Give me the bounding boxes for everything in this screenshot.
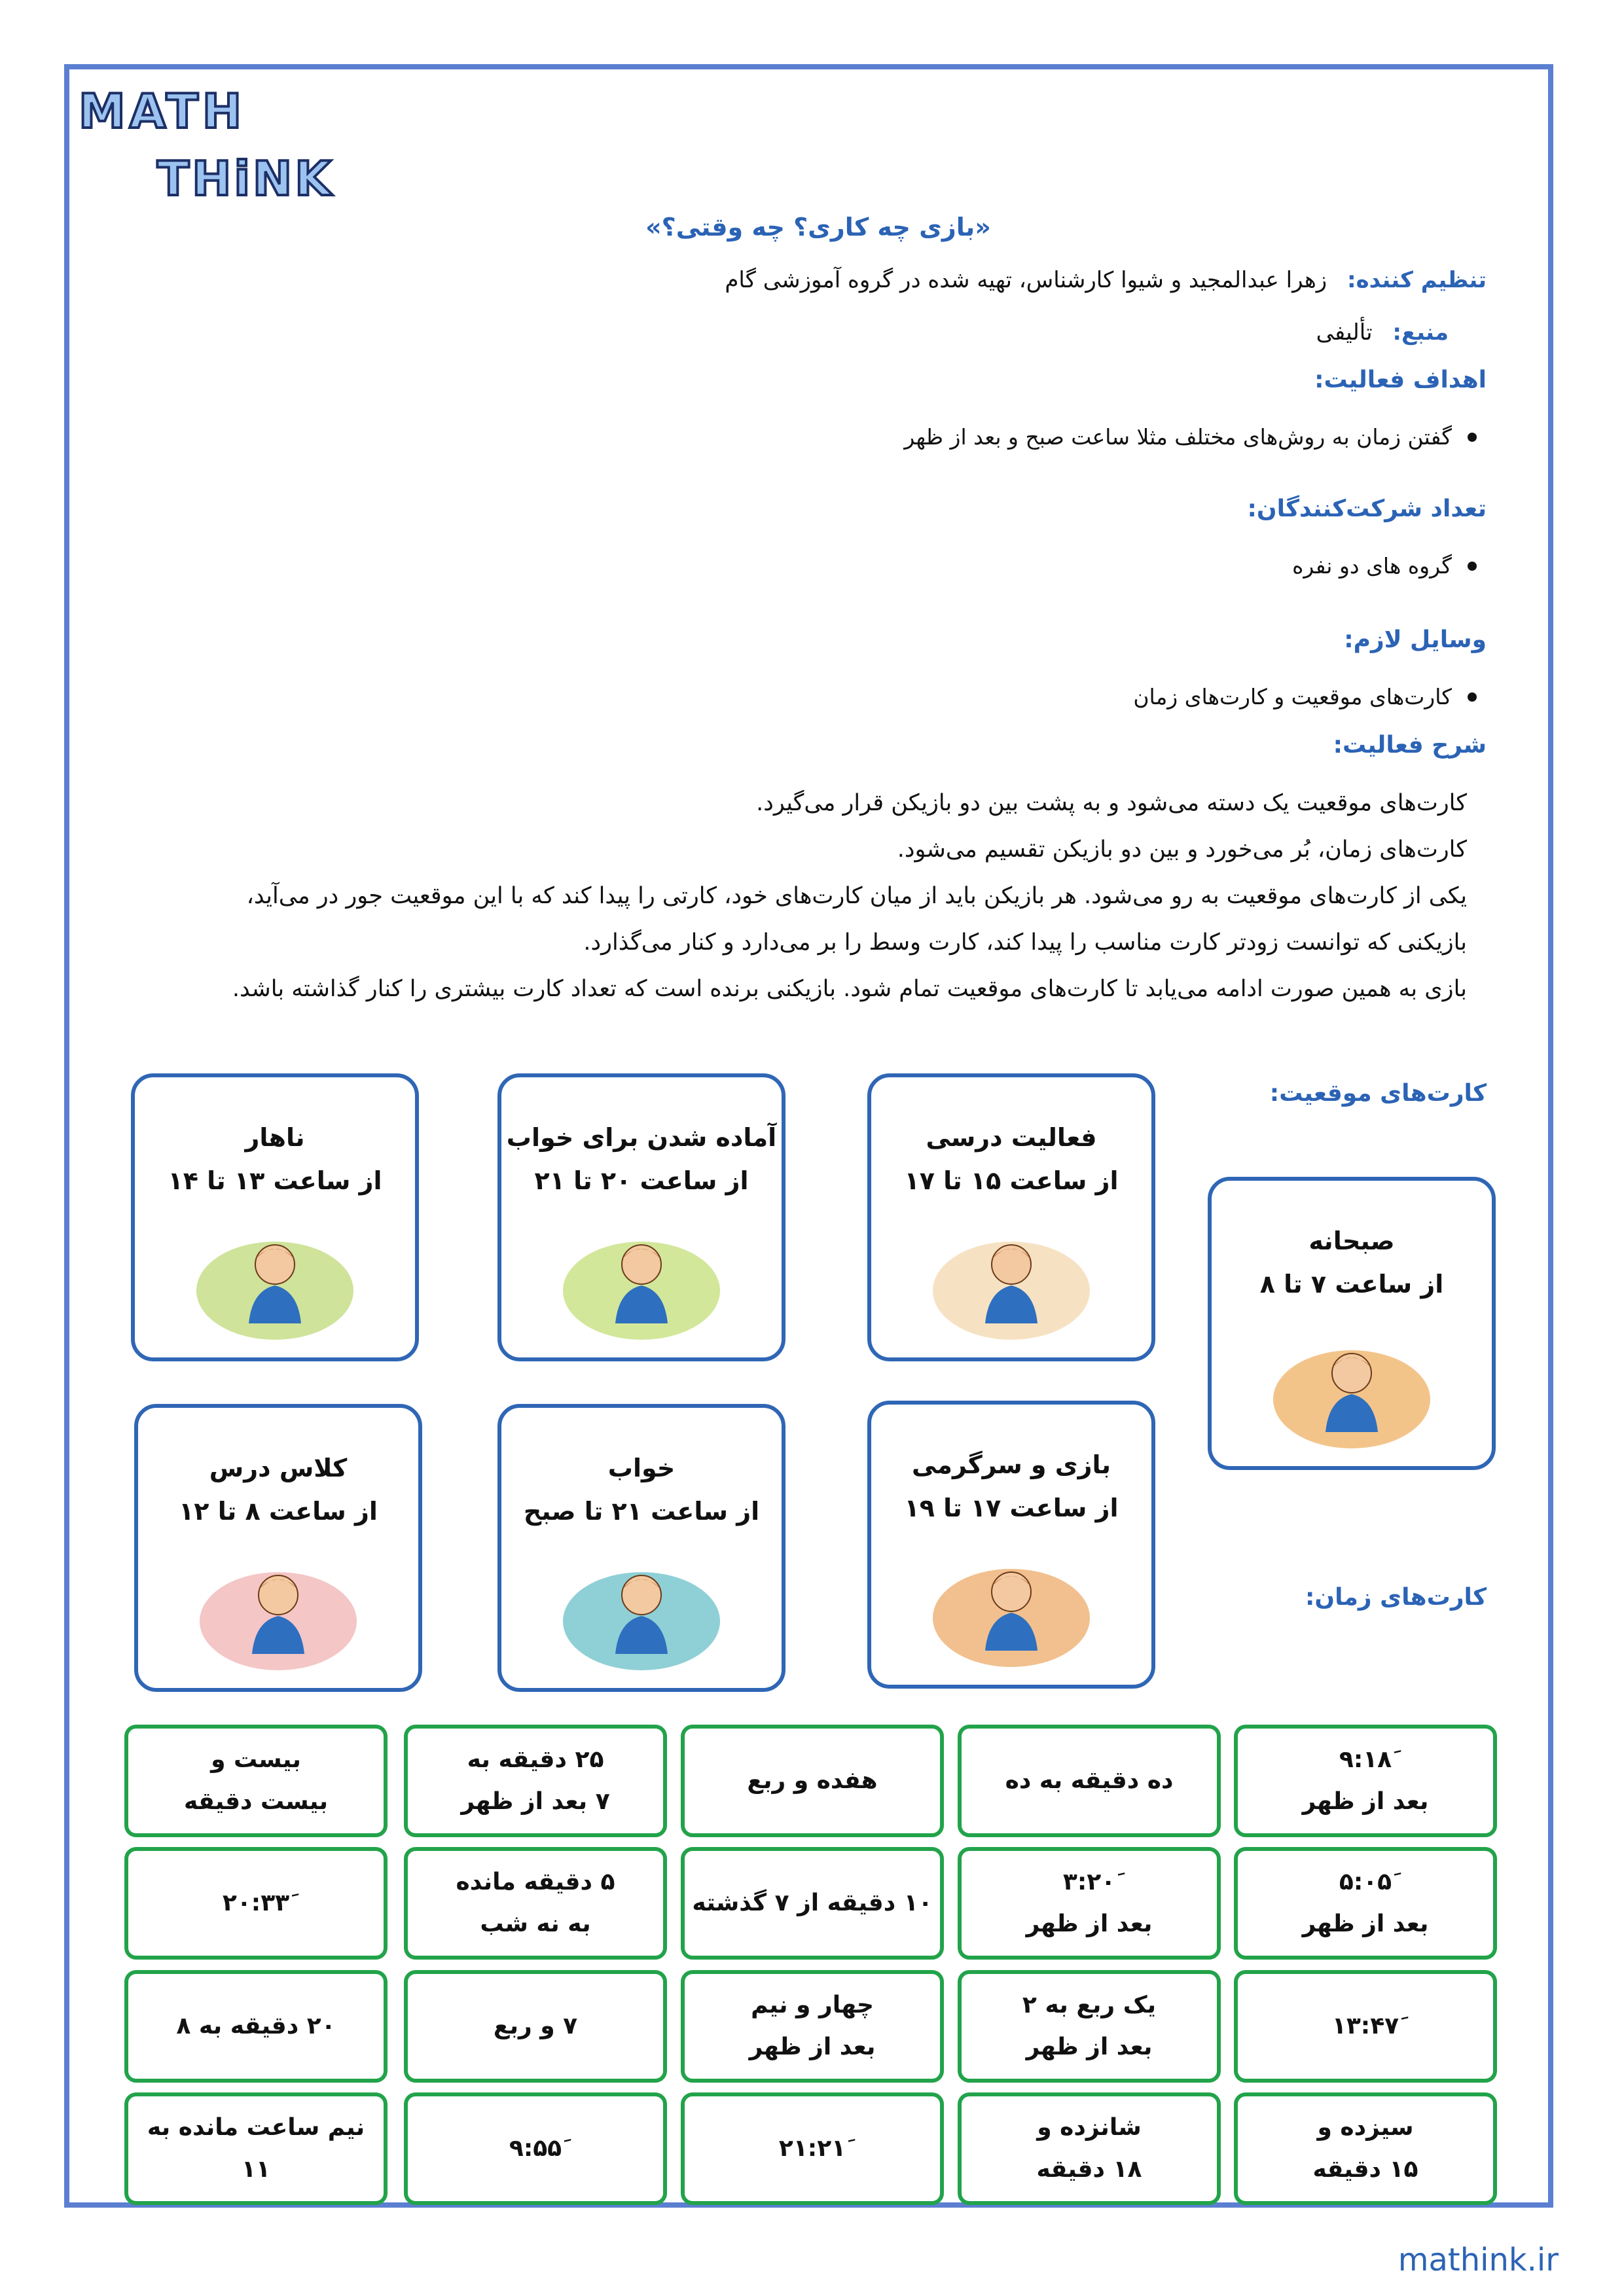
bullet-dot	[1468, 692, 1477, 702]
goals-bullet	[904, 424, 1477, 450]
bullet-dot	[1468, 433, 1477, 442]
logo-line2: THiNK	[157, 151, 334, 206]
time-card-line: ۲۱:۲۱َ	[778, 2135, 846, 2162]
description-line: کارت‌های موقعیت یک دسته می‌شود و به پشت بین دو بازیکن قرار می‌گیرد.	[756, 790, 1467, 816]
time-card-line: ۱۰ دقیقه از ۷ گذشته	[692, 1890, 933, 1916]
description-heading: شرح فعالیت:	[1333, 732, 1487, 759]
source-label: منبع:	[1392, 319, 1449, 346]
position-card-time: از ساعت ۲۰ تا ۲۱	[534, 1166, 749, 1195]
position-card[interactable]	[134, 1404, 422, 1692]
position-card[interactable]	[497, 1404, 785, 1692]
time-card[interactable]	[1234, 1725, 1497, 1837]
time-card-line: بعد از ظهر	[1026, 1910, 1153, 1937]
goals-item: گفتن زمان به روش‌های مختلف مثلا ساعت صبح و بعد از ظهر	[904, 424, 1452, 450]
position-card-time: از ساعت ۲۱ تا صبح	[523, 1497, 760, 1526]
time-card-line: ۲۰:۳۳َ	[222, 1890, 290, 1916]
time-card[interactable]	[958, 2092, 1221, 2205]
time-card[interactable]	[681, 1970, 944, 2083]
position-card-title: ناهار	[245, 1123, 305, 1152]
goals-heading: اهداف فعالیت:	[1314, 367, 1487, 393]
time-card-line: ۷ بعد از ظهر	[461, 1788, 610, 1815]
time-card-line: ۹:۱۸َ	[1339, 1746, 1392, 1773]
time-card[interactable]	[1234, 1970, 1497, 2083]
position-card-time: از ساعت ۱۳ تا ۱۴	[168, 1166, 382, 1195]
position-card-title: کلاس درس	[209, 1454, 348, 1482]
time-card[interactable]	[681, 2092, 944, 2205]
time-card-line: ۵:۰۵َ	[1339, 1869, 1392, 1895]
games-illustration	[926, 1546, 1096, 1670]
logo-line1: MATH	[79, 84, 246, 139]
participants-item: گروه های دو نفره	[1292, 553, 1452, 579]
position-card[interactable]	[867, 1401, 1155, 1689]
time-card-line: هفده و ربع	[747, 1767, 878, 1794]
mathink-logo	[75, 79, 350, 209]
time-card[interactable]	[1234, 1847, 1497, 1960]
time-card-line: به نه شب	[480, 1910, 591, 1937]
time-card[interactable]	[681, 1725, 944, 1837]
position-card[interactable]	[131, 1073, 419, 1361]
time-card-line: یک ربع به ۲	[1022, 1992, 1157, 2018]
time-card[interactable]	[958, 1847, 1221, 1960]
materials-item: کارت‌های موقعیت و کارت‌های زمان	[1133, 684, 1452, 709]
time-card-line: ۳:۲۰َ	[1062, 1869, 1116, 1895]
position-card-title: بازی و سرگرمی	[911, 1450, 1111, 1479]
time-card-line: ۷ و ربع	[493, 2013, 578, 2039]
class-illustration	[193, 1549, 363, 1674]
time-card-line: چهار و نیم	[751, 1992, 874, 2018]
time-card[interactable]	[404, 1847, 667, 1960]
organizer-label: تنظیم کننده:	[1347, 267, 1487, 293]
position-card-title: صبحانه	[1308, 1227, 1395, 1255]
time-card[interactable]	[404, 1725, 667, 1837]
position-card-time: از ساعت ۷ تا ۸	[1259, 1270, 1444, 1299]
time-card-line: ۱۵ دقیقه	[1312, 2156, 1418, 2183]
time-card-line: نیم ساعت مانده به	[147, 2114, 365, 2141]
breakfast-illustration	[1267, 1327, 1437, 1452]
time-card-line: ۲۰ دقیقه به ۸	[176, 2013, 336, 2039]
footer-url: mathink.ir	[1398, 2242, 1559, 2278]
bullet-dot	[1468, 562, 1477, 571]
time-card-line: بیست دقیقه	[184, 1788, 328, 1815]
participants-bullet	[1292, 553, 1477, 579]
position-card-title: فعالیت درسی	[926, 1123, 1097, 1152]
lunch-illustration	[190, 1219, 360, 1343]
source-field	[1316, 319, 1449, 346]
position-card-title: خواب	[607, 1454, 676, 1482]
participants-heading: تعداد شرکت‌کنندگان:	[1247, 495, 1487, 522]
time-card-line: بعد از ظهر	[1302, 1788, 1429, 1815]
brushing-illustration	[556, 1219, 727, 1343]
time-card[interactable]	[681, 1847, 944, 1960]
description-line: بازی به همین صورت ادامه می‌یابد تا کارت‌های موقعیت تمام شود. بازیکنی برنده است که تعداد کارت بیشتری را کنار گذاشته باشد.	[232, 976, 1467, 1002]
organizer-field	[725, 267, 1487, 293]
time-card-line: ده دقیقه به ده	[1005, 1767, 1174, 1794]
position-card[interactable]	[867, 1073, 1155, 1361]
materials-bullet	[1133, 684, 1477, 709]
description-line: کارت‌های زمان، بُر می‌خورد و بین دو بازیکن تقسیم می‌شود.	[897, 836, 1467, 863]
time-card-line: بعد از ظهر	[749, 2034, 876, 2060]
description-line: یکی از کارت‌های موقعیت به رو می‌شود. هر بازیکن باید از میان کارت‌های خود، کارتی را پیدا کند که با این موقعیت جور در می‌آید،	[246, 883, 1467, 909]
time-card-line: سیزده و	[1317, 2114, 1414, 2141]
position-card-title: آماده شدن برای خواب	[506, 1123, 777, 1152]
time-card[interactable]	[124, 2092, 388, 2205]
position-card[interactable]	[1208, 1177, 1496, 1470]
time-card[interactable]	[1234, 2092, 1497, 2205]
time-card[interactable]	[124, 1847, 388, 1960]
position-card[interactable]	[497, 1073, 785, 1361]
time-card[interactable]	[958, 1970, 1221, 2083]
time-card-line: بعد از ظهر	[1302, 1910, 1429, 1937]
position-card-time: از ساعت ۱۷ تا ۱۹	[904, 1494, 1119, 1522]
time-card[interactable]	[124, 1725, 388, 1837]
materials-heading: وسایل لازم:	[1344, 626, 1487, 653]
time-card[interactable]	[958, 1725, 1221, 1837]
description-text	[125, 780, 1467, 1013]
time-card-line: ۱۱	[242, 2156, 270, 2183]
time-card-line: ۱۳:۴۷َ	[1331, 2013, 1399, 2039]
time-cards-heading: کارت‌های زمان:	[1305, 1584, 1487, 1611]
time-card[interactable]	[124, 1970, 388, 2083]
position-card-time: از ساعت ۱۵ تا ۱۷	[904, 1166, 1119, 1195]
organizer-value: زهرا عبدالمجید و شیوا کارشناس، تهیه شده در گروه آموزشی گام	[725, 267, 1327, 293]
position-card-time: از ساعت ۸ تا ۱۲	[179, 1497, 378, 1526]
time-card-line: ۹:۵۵َ	[509, 2135, 562, 2162]
time-card[interactable]	[404, 1970, 667, 2083]
sleep-illustration	[556, 1549, 727, 1674]
time-card-line: بیست و	[211, 1746, 301, 1773]
time-card-line: ۲۵ دقیقه به	[467, 1746, 604, 1773]
study-illustration	[926, 1219, 1096, 1343]
time-card-line: بعد از ظهر	[1026, 2034, 1153, 2060]
time-card-line: ۱۸ دقیقه	[1036, 2156, 1142, 2183]
position-cards-heading: کارت‌های موقعیت:	[1269, 1080, 1487, 1107]
source-value: تألیفی	[1316, 319, 1373, 346]
time-card-line: شانزده و	[1037, 2114, 1142, 2141]
time-card[interactable]	[404, 2092, 667, 2205]
document-title: «بازی چه کاری؟ چه وقتی؟»	[645, 213, 991, 242]
time-card-line: ۵ دقیقه مانده	[456, 1869, 615, 1895]
description-line: بازیکنی که توانست زودتر کارت مناسب را پیدا کند، کارت وسط را بر می‌دارد و کنار می‌گذارد.	[583, 929, 1467, 956]
